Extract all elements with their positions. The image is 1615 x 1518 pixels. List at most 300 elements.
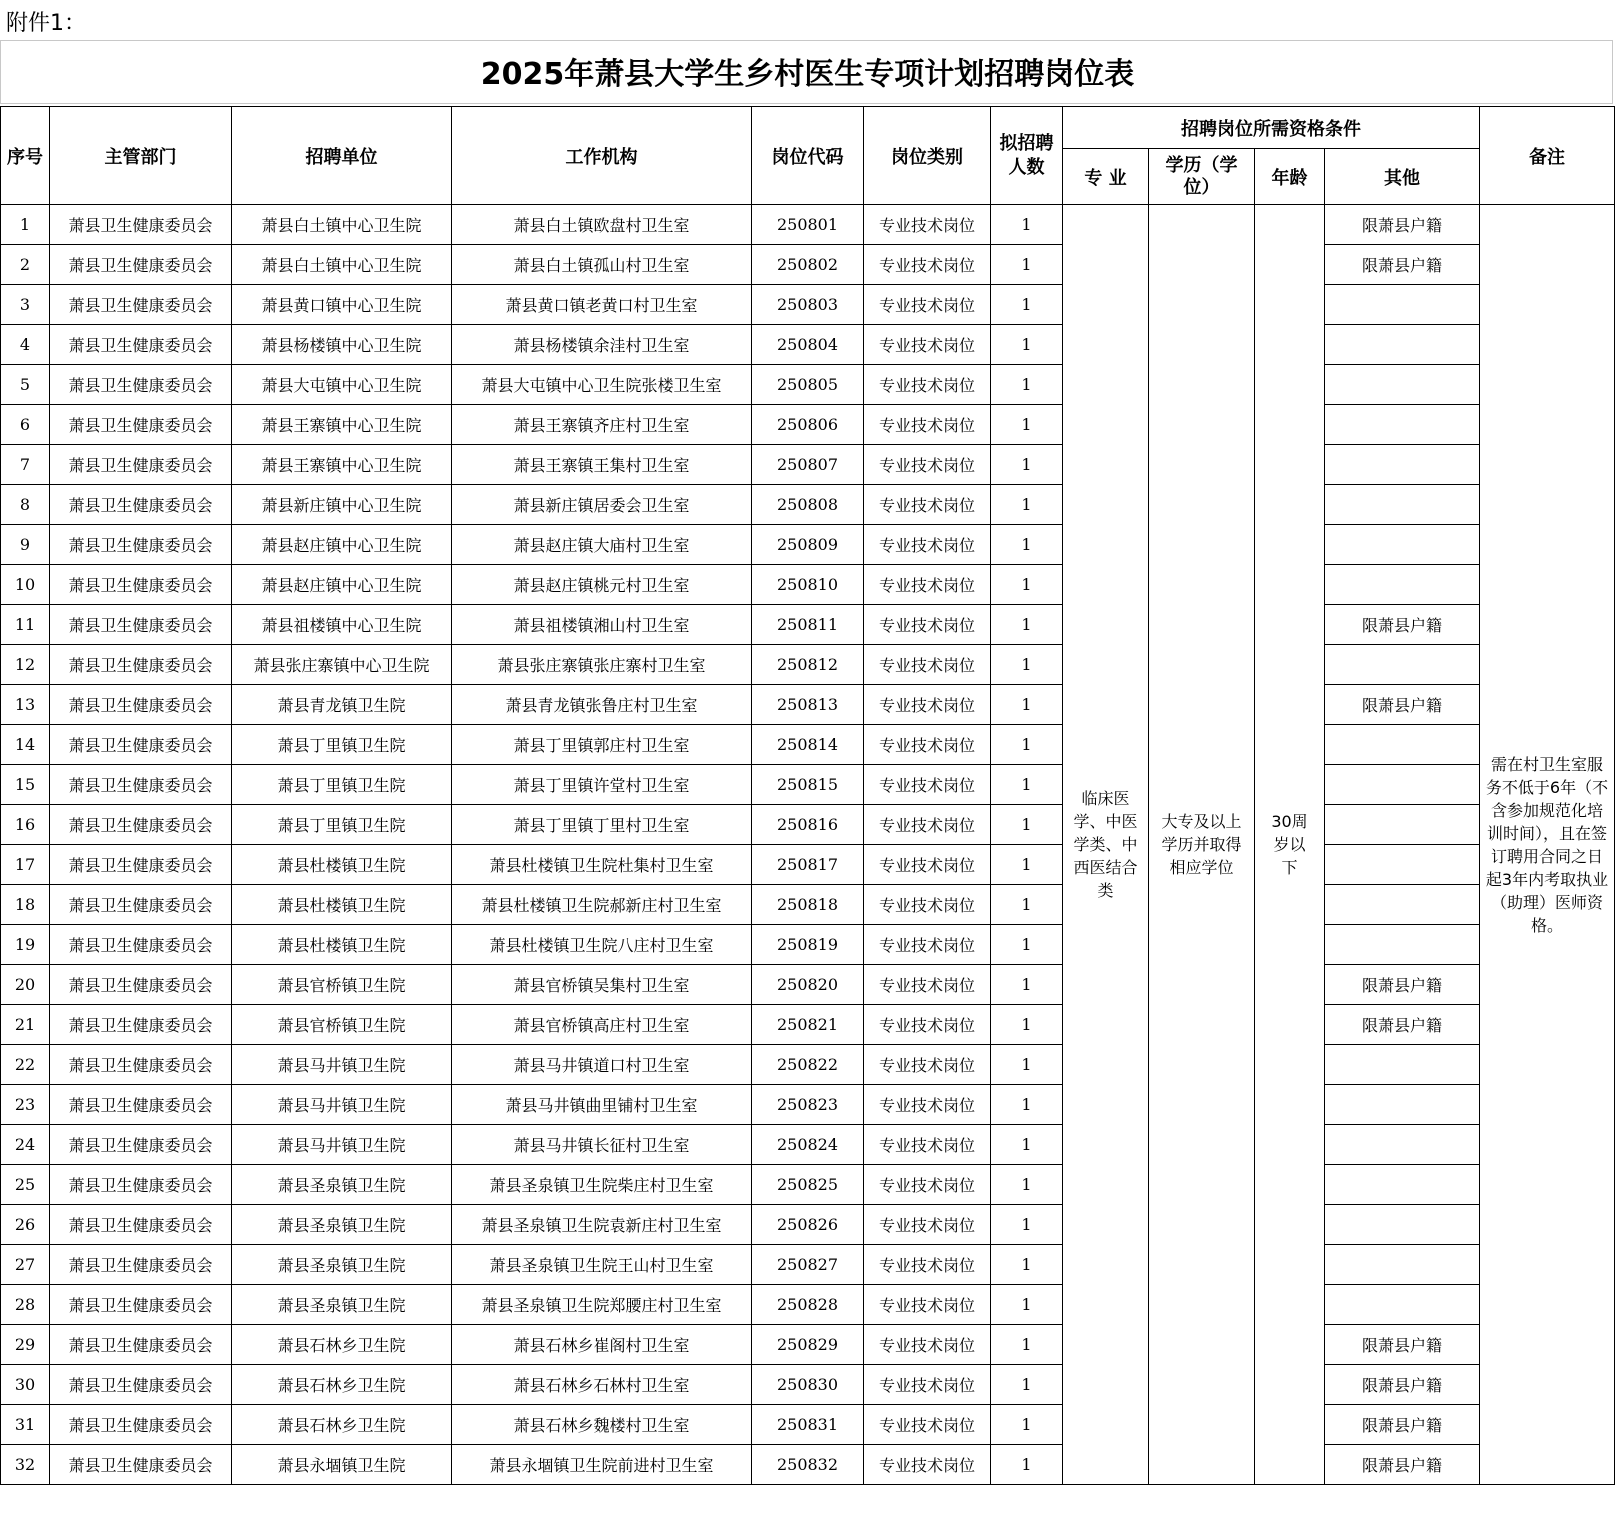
cell-other: [1325, 765, 1480, 805]
cell-dept: 萧县卫生健康委员会: [50, 1365, 232, 1405]
cell-seq: 8: [1, 485, 50, 525]
cell-type: 专业技术岗位: [864, 1285, 991, 1325]
cell-count: 1: [991, 965, 1063, 1005]
cell-dept: 萧县卫生健康委员会: [50, 245, 232, 285]
cell-other: 限萧县户籍: [1325, 245, 1480, 285]
cell-other: [1325, 1045, 1480, 1085]
cell-other: [1325, 725, 1480, 765]
cell-note-shared: 需在村卫生室服务不低于6年（不含参加规范化培训时间），且在签订聘用合同之日起3年内考取执业（助理）医师资格。: [1480, 205, 1615, 1485]
cell-dept: 萧县卫生健康委员会: [50, 885, 232, 925]
cell-org: 萧县官桥镇高庄村卫生室: [452, 1005, 752, 1045]
cell-count: 1: [991, 1285, 1063, 1325]
cell-type: 专业技术岗位: [864, 245, 991, 285]
cell-org: 萧县白土镇孤山村卫生室: [452, 245, 752, 285]
attachment-label: 附件1：: [6, 11, 86, 36]
cell-count: 1: [991, 725, 1063, 765]
cell-org: 萧县丁里镇丁里村卫生室: [452, 805, 752, 845]
table-row: [1, 685, 1615, 725]
cell-dept: 萧县卫生健康委员会: [50, 685, 232, 725]
cell-code: 250822: [752, 1045, 864, 1085]
table-row: [1, 205, 1615, 245]
cell-dept: 萧县卫生健康委员会: [50, 525, 232, 565]
cell-org: 萧县赵庄镇大庙村卫生室: [452, 525, 752, 565]
cell-seq: 3: [1, 285, 50, 325]
table-row: [1, 405, 1615, 445]
cell-unit: 萧县官桥镇卫生院: [232, 965, 452, 1005]
cell-seq: 28: [1, 1285, 50, 1325]
cell-seq: 4: [1, 325, 50, 365]
cell-seq: 26: [1, 1205, 50, 1245]
cell-seq: 2: [1, 245, 50, 285]
cell-unit: 萧县新庄镇中心卫生院: [232, 485, 452, 525]
cell-count: 1: [991, 1005, 1063, 1045]
cell-seq: 17: [1, 845, 50, 885]
table-row: [1, 925, 1615, 965]
cell-seq: 15: [1, 765, 50, 805]
cell-org: 萧县圣泉镇卫生院柴庄村卫生室: [452, 1165, 752, 1205]
cell-seq: 18: [1, 885, 50, 925]
cell-dept: 萧县卫生健康委员会: [50, 765, 232, 805]
cell-code: 250830: [752, 1365, 864, 1405]
cell-dept: 萧县卫生健康委员会: [50, 1325, 232, 1365]
cell-count: 1: [991, 405, 1063, 445]
cell-org: 萧县丁里镇许堂村卫生室: [452, 765, 752, 805]
cell-unit: 萧县白土镇中心卫生院: [232, 245, 452, 285]
cell-org: 萧县圣泉镇卫生院郑腰庄村卫生室: [452, 1285, 752, 1325]
cell-dept: 萧县卫生健康委员会: [50, 1165, 232, 1205]
cell-dept: 萧县卫生健康委员会: [50, 445, 232, 485]
cell-code: 250805: [752, 365, 864, 405]
cell-dept: 萧县卫生健康委员会: [50, 405, 232, 445]
cell-count: 1: [991, 605, 1063, 645]
cell-other: 限萧县户籍: [1325, 1325, 1480, 1365]
cell-seq: 20: [1, 965, 50, 1005]
cell-seq: 32: [1, 1445, 50, 1485]
cell-org: 萧县石林乡魏楼村卫生室: [452, 1405, 752, 1445]
cell-unit: 萧县马井镇卫生院: [232, 1125, 452, 1165]
cell-org: 萧县圣泉镇卫生院袁新庄村卫生室: [452, 1205, 752, 1245]
cell-count: 1: [991, 365, 1063, 405]
header-org: 工作机构: [452, 107, 752, 205]
cell-seq: 12: [1, 645, 50, 685]
cell-org: 萧县青龙镇张鲁庄村卫生室: [452, 685, 752, 725]
cell-type: 专业技术岗位: [864, 1165, 991, 1205]
table-row: [1, 565, 1615, 605]
cell-other: [1325, 1245, 1480, 1285]
table-row: [1, 1045, 1615, 1085]
cell-seq: 11: [1, 605, 50, 645]
cell-dept: 萧县卫生健康委员会: [50, 1005, 232, 1045]
cell-org: 萧县马井镇道口村卫生室: [452, 1045, 752, 1085]
page-title: 2025年萧县大学生乡村医生专项计划招聘岗位表: [480, 57, 1135, 92]
cell-dept: 萧县卫生健康委员会: [50, 205, 232, 245]
cell-seq: 14: [1, 725, 50, 765]
cell-count: 1: [991, 325, 1063, 365]
cell-unit: 萧县杨楼镇中心卫生院: [232, 325, 452, 365]
cell-code: 250802: [752, 245, 864, 285]
cell-count: 1: [991, 1325, 1063, 1365]
cell-org: 萧县杜楼镇卫生院郝新庄村卫生室: [452, 885, 752, 925]
cell-seq: 1: [1, 205, 50, 245]
cell-code: 250803: [752, 285, 864, 325]
cell-type: 专业技术岗位: [864, 925, 991, 965]
cell-type: 专业技术岗位: [864, 965, 991, 1005]
cell-dept: 萧县卫生健康委员会: [50, 285, 232, 325]
header-note: 备注: [1480, 107, 1615, 205]
cell-code: 250804: [752, 325, 864, 365]
cell-count: 1: [991, 805, 1063, 845]
cell-other: [1325, 885, 1480, 925]
cell-type: 专业技术岗位: [864, 645, 991, 685]
cell-code: 250806: [752, 405, 864, 445]
cell-other: [1325, 1085, 1480, 1125]
cell-unit: 萧县赵庄镇中心卫生院: [232, 525, 452, 565]
cell-seq: 31: [1, 1405, 50, 1445]
cell-type: 专业技术岗位: [864, 205, 991, 245]
cell-other: [1325, 525, 1480, 565]
cell-org: 萧县祖楼镇湘山村卫生室: [452, 605, 752, 645]
cell-other: 限萧县户籍: [1325, 605, 1480, 645]
cell-org: 萧县石林乡石林村卫生室: [452, 1365, 752, 1405]
cell-seq: 24: [1, 1125, 50, 1165]
cell-count: 1: [991, 445, 1063, 485]
header-unit: 招聘单位: [232, 107, 452, 205]
cell-type: 专业技术岗位: [864, 325, 991, 365]
table-row: [1, 325, 1615, 365]
cell-type: 专业技术岗位: [864, 805, 991, 845]
cell-other: [1325, 1125, 1480, 1165]
cell-dept: 萧县卫生健康委员会: [50, 605, 232, 645]
cell-other: 限萧县户籍: [1325, 205, 1480, 245]
cell-count: 1: [991, 845, 1063, 885]
table-row: [1, 285, 1615, 325]
cell-unit: 萧县杜楼镇卫生院: [232, 925, 452, 965]
header-type: 岗位类别: [864, 107, 991, 205]
header-age: 年龄: [1255, 149, 1325, 205]
table-row: [1, 1405, 1615, 1445]
cell-type: 专业技术岗位: [864, 1325, 991, 1365]
header-seq: 序号: [1, 107, 50, 205]
cell-unit: 萧县丁里镇卫生院: [232, 765, 452, 805]
cell-dept: 萧县卫生健康委员会: [50, 1205, 232, 1245]
table-row: [1, 645, 1615, 685]
cell-org: 萧县赵庄镇桃元村卫生室: [452, 565, 752, 605]
cell-other: [1325, 925, 1480, 965]
cell-unit: 萧县祖楼镇中心卫生院: [232, 605, 452, 645]
cell-unit: 萧县圣泉镇卫生院: [232, 1165, 452, 1205]
cell-dept: 萧县卫生健康委员会: [50, 1445, 232, 1485]
table-row: [1, 1325, 1615, 1365]
cell-type: 专业技术岗位: [864, 1085, 991, 1125]
cell-seq: 19: [1, 925, 50, 965]
cell-count: 1: [991, 1365, 1063, 1405]
cell-type: 专业技术岗位: [864, 285, 991, 325]
cell-unit: 萧县王寨镇中心卫生院: [232, 445, 452, 485]
cell-code: 250824: [752, 1125, 864, 1165]
cell-other: [1325, 405, 1480, 445]
cell-unit: 萧县圣泉镇卫生院: [232, 1205, 452, 1245]
cell-count: 1: [991, 525, 1063, 565]
cell-count: 1: [991, 1085, 1063, 1125]
cell-dept: 萧县卫生健康委员会: [50, 805, 232, 845]
cell-code: 250829: [752, 1325, 864, 1365]
table-row: [1, 725, 1615, 765]
cell-org: 萧县杜楼镇卫生院杜集村卫生室: [452, 845, 752, 885]
cell-seq: 16: [1, 805, 50, 845]
cell-dept: 萧县卫生健康委员会: [50, 565, 232, 605]
cell-type: 专业技术岗位: [864, 685, 991, 725]
table-row: [1, 245, 1615, 285]
cell-type: 专业技术岗位: [864, 1365, 991, 1405]
cell-other: [1325, 565, 1480, 605]
cell-org: 萧县大屯镇中心卫生院张楼卫生室: [452, 365, 752, 405]
cell-unit: 萧县大屯镇中心卫生院: [232, 365, 452, 405]
cell-code: 250801: [752, 205, 864, 245]
table-row: [1, 845, 1615, 885]
table-row: [1, 1125, 1615, 1165]
table-row: [1, 1445, 1615, 1485]
cell-other: [1325, 365, 1480, 405]
cell-count: 1: [991, 885, 1063, 925]
cell-unit: 萧县杜楼镇卫生院: [232, 845, 452, 885]
cell-type: 专业技术岗位: [864, 1205, 991, 1245]
cell-other: [1325, 325, 1480, 365]
cell-count: 1: [991, 925, 1063, 965]
cell-code: 250807: [752, 445, 864, 485]
cell-org: 萧县张庄寨镇张庄寨村卫生室: [452, 645, 752, 685]
cell-code: 250832: [752, 1445, 864, 1485]
cell-type: 专业技术岗位: [864, 565, 991, 605]
table-row: [1, 805, 1615, 845]
cell-type: 专业技术岗位: [864, 485, 991, 525]
cell-type: 专业技术岗位: [864, 845, 991, 885]
cell-org: 萧县官桥镇吴集村卫生室: [452, 965, 752, 1005]
cell-dept: 萧县卫生健康委员会: [50, 1085, 232, 1125]
cell-type: 专业技术岗位: [864, 885, 991, 925]
table-row: [1, 365, 1615, 405]
cell-org: 萧县杜楼镇卫生院八庄村卫生室: [452, 925, 752, 965]
cell-org: 萧县新庄镇居委会卫生室: [452, 485, 752, 525]
cell-code: 250817: [752, 845, 864, 885]
cell-unit: 萧县石林乡卫生院: [232, 1325, 452, 1365]
table-row: [1, 1165, 1615, 1205]
cell-unit: 萧县丁里镇卫生院: [232, 725, 452, 765]
table-row: [1, 525, 1615, 565]
cell-seq: 7: [1, 445, 50, 485]
cell-code: 250811: [752, 605, 864, 645]
cell-other: 限萧县户籍: [1325, 965, 1480, 1005]
table-row: [1, 1285, 1615, 1325]
cell-dept: 萧县卫生健康委员会: [50, 1245, 232, 1285]
cell-code: 250815: [752, 765, 864, 805]
cell-code: 250826: [752, 1205, 864, 1245]
cell-dept: 萧县卫生健康委员会: [50, 965, 232, 1005]
cell-seq: 30: [1, 1365, 50, 1405]
cell-org: 萧县王寨镇王集村卫生室: [452, 445, 752, 485]
header-code: 岗位代码: [752, 107, 864, 205]
cell-dept: 萧县卫生健康委员会: [50, 645, 232, 685]
header-qualifications: 招聘岗位所需资格条件: [1063, 107, 1480, 149]
table-row: [1, 485, 1615, 525]
cell-org: 萧县杨楼镇余洼村卫生室: [452, 325, 752, 365]
cell-seq: 10: [1, 565, 50, 605]
cell-count: 1: [991, 565, 1063, 605]
table-row: [1, 605, 1615, 645]
cell-type: 专业技术岗位: [864, 1045, 991, 1085]
cell-count: 1: [991, 1125, 1063, 1165]
cell-other: [1325, 1205, 1480, 1245]
header-dept: 主管部门: [50, 107, 232, 205]
cell-type: 专业技术岗位: [864, 365, 991, 405]
cell-other: [1325, 1165, 1480, 1205]
cell-dept: 萧县卫生健康委员会: [50, 485, 232, 525]
cell-code: 250816: [752, 805, 864, 845]
cell-org: 萧县圣泉镇卫生院王山村卫生室: [452, 1245, 752, 1285]
cell-code: 250827: [752, 1245, 864, 1285]
cell-other: 限萧县户籍: [1325, 1445, 1480, 1485]
cell-seq: 25: [1, 1165, 50, 1205]
cell-count: 1: [991, 1205, 1063, 1245]
cell-unit: 萧县白土镇中心卫生院: [232, 205, 452, 245]
cell-seq: 27: [1, 1245, 50, 1285]
cell-code: 250810: [752, 565, 864, 605]
cell-unit: 萧县官桥镇卫生院: [232, 1005, 452, 1045]
cell-seq: 6: [1, 405, 50, 445]
cell-code: 250823: [752, 1085, 864, 1125]
cell-org: 萧县王寨镇齐庄村卫生室: [452, 405, 752, 445]
cell-major-shared: 临床医学、中医学类、中西医结合类: [1063, 205, 1149, 1485]
cell-other: [1325, 1285, 1480, 1325]
cell-unit: 萧县丁里镇卫生院: [232, 805, 452, 845]
cell-count: 1: [991, 485, 1063, 525]
cell-unit: 萧县石林乡卫生院: [232, 1405, 452, 1445]
cell-unit: 萧县永堌镇卫生院: [232, 1445, 452, 1485]
cell-org: 萧县丁里镇郭庄村卫生室: [452, 725, 752, 765]
table-row: [1, 1085, 1615, 1125]
cell-other: [1325, 285, 1480, 325]
cell-count: 1: [991, 245, 1063, 285]
cell-count: 1: [991, 1045, 1063, 1085]
table-row: [1, 1005, 1615, 1045]
cell-unit: 萧县马井镇卫生院: [232, 1085, 452, 1125]
cell-unit: 萧县圣泉镇卫生院: [232, 1245, 452, 1285]
cell-dept: 萧县卫生健康委员会: [50, 845, 232, 885]
cell-dept: 萧县卫生健康委员会: [50, 1125, 232, 1165]
cell-code: 250814: [752, 725, 864, 765]
cell-unit: 萧县黄口镇中心卫生院: [232, 285, 452, 325]
cell-seq: 22: [1, 1045, 50, 1085]
cell-unit: 萧县马井镇卫生院: [232, 1045, 452, 1085]
cell-seq: 29: [1, 1325, 50, 1365]
cell-org: 萧县石林乡崔阁村卫生室: [452, 1325, 752, 1365]
cell-seq: 21: [1, 1005, 50, 1045]
table-row: [1, 765, 1615, 805]
cell-other: 限萧县户籍: [1325, 1405, 1480, 1445]
cell-age-shared: 30周岁以下: [1255, 205, 1325, 1485]
cell-code: 250821: [752, 1005, 864, 1045]
cell-count: 1: [991, 765, 1063, 805]
cell-unit: 萧县王寨镇中心卫生院: [232, 405, 452, 445]
cell-code: 250812: [752, 645, 864, 685]
cell-seq: 9: [1, 525, 50, 565]
cell-count: 1: [991, 1405, 1063, 1445]
cell-type: 专业技术岗位: [864, 445, 991, 485]
cell-type: 专业技术岗位: [864, 1125, 991, 1165]
cell-unit: 萧县张庄寨镇中心卫生院: [232, 645, 452, 685]
cell-other: [1325, 445, 1480, 485]
cell-code: 250820: [752, 965, 864, 1005]
cell-count: 1: [991, 1445, 1063, 1485]
cell-other: [1325, 805, 1480, 845]
cell-dept: 萧县卫生健康委员会: [50, 1405, 232, 1445]
cell-type: 专业技术岗位: [864, 1405, 991, 1445]
cell-code: 250825: [752, 1165, 864, 1205]
table-row: [1, 885, 1615, 925]
cell-count: 1: [991, 285, 1063, 325]
cell-other: 限萧县户籍: [1325, 1005, 1480, 1045]
cell-org: 萧县马井镇曲里铺村卫生室: [452, 1085, 752, 1125]
cell-other: [1325, 645, 1480, 685]
cell-count: 1: [991, 1245, 1063, 1285]
cell-type: 专业技术岗位: [864, 765, 991, 805]
cell-code: 250818: [752, 885, 864, 925]
header-major: 专 业: [1063, 149, 1149, 205]
cell-type: 专业技术岗位: [864, 1245, 991, 1285]
cell-count: 1: [991, 205, 1063, 245]
table-row: [1, 965, 1615, 1005]
table-row: [1, 445, 1615, 485]
cell-org: 萧县白土镇欧盘村卫生室: [452, 205, 752, 245]
cell-unit: 萧县杜楼镇卫生院: [232, 885, 452, 925]
cell-dept: 萧县卫生健康委员会: [50, 325, 232, 365]
table-row: [1, 1205, 1615, 1245]
header-count: 拟招聘人数: [991, 107, 1063, 205]
cell-count: 1: [991, 1165, 1063, 1205]
cell-other: [1325, 845, 1480, 885]
header-other: 其他: [1325, 149, 1480, 205]
cell-edu-shared: 大专及以上学历并取得相应学位: [1149, 205, 1255, 1485]
cell-dept: 萧县卫生健康委员会: [50, 1045, 232, 1085]
cell-org: 萧县黄口镇老黄口村卫生室: [452, 285, 752, 325]
cell-seq: 5: [1, 365, 50, 405]
cell-dept: 萧县卫生健康委员会: [50, 1285, 232, 1325]
cell-code: 250808: [752, 485, 864, 525]
cell-org: 萧县永堌镇卫生院前进村卫生室: [452, 1445, 752, 1485]
cell-count: 1: [991, 685, 1063, 725]
cell-unit: 萧县赵庄镇中心卫生院: [232, 565, 452, 605]
cell-type: 专业技术岗位: [864, 605, 991, 645]
cell-dept: 萧县卫生健康委员会: [50, 725, 232, 765]
cell-code: 250831: [752, 1405, 864, 1445]
cell-type: 专业技术岗位: [864, 725, 991, 765]
cell-other: [1325, 485, 1480, 525]
cell-dept: 萧县卫生健康委员会: [50, 365, 232, 405]
cell-other: 限萧县户籍: [1325, 1365, 1480, 1405]
cell-org: 萧县马井镇长征村卫生室: [452, 1125, 752, 1165]
cell-dept: 萧县卫生健康委员会: [50, 925, 232, 965]
cell-unit: 萧县石林乡卫生院: [232, 1365, 452, 1405]
cell-type: 专业技术岗位: [864, 1005, 991, 1045]
cell-code: 250809: [752, 525, 864, 565]
cell-seq: 23: [1, 1085, 50, 1125]
cell-type: 专业技术岗位: [864, 525, 991, 565]
cell-unit: 萧县青龙镇卫生院: [232, 685, 452, 725]
header-edu: 学历（学位）: [1149, 149, 1255, 205]
cell-type: 专业技术岗位: [864, 1445, 991, 1485]
cell-seq: 13: [1, 685, 50, 725]
cell-code: 250819: [752, 925, 864, 965]
cell-code: 250813: [752, 685, 864, 725]
